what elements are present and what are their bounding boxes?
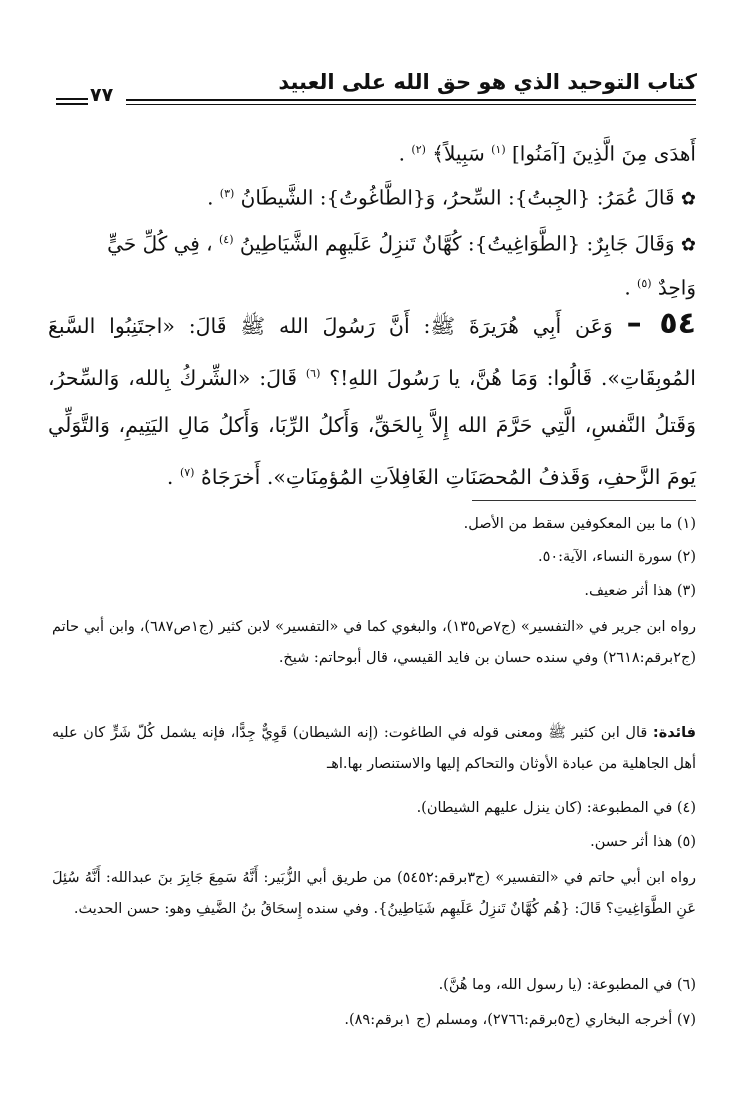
footnote-4: (٤) في المطبوعة: (كان ينزل عليهم الشيطان). [416, 800, 696, 816]
footnote-ref: (٧) [179, 465, 195, 479]
page-number-rule-2 [56, 103, 88, 105]
jabir-saying [48, 218, 696, 268]
footnote-divider [472, 500, 696, 501]
footnote-ref: (٦) [305, 367, 321, 380]
hadith-number: ٥٤ – [626, 306, 696, 341]
umar-text: قَالَ عُمَرُ: {الجِبتُ}: السِّحرُ، وَ{الطَّاغُوتُ}: الشَّيطَانُ [240, 185, 675, 210]
footnote-3-detail: رواه ابن جرير في «التفسير» (ج٧ص١٣٥)، والبغوي كما في «التفسير» لابن كثير (ج١ص٦٨٧)، وابن أبي حاتم (ج٢برقم:٢٦١٨) وفي سنده حسان بن فايد القيسي، قال أبوحاتم: شيخ. [52, 619, 696, 666]
note-label: فائدة: [652, 725, 697, 741]
page-number-rule [56, 98, 88, 100]
footnote-3-note [52, 718, 696, 780]
jabir-text: وَقَالَ جَابِرٌ: {الطَّوَاغِيتُ}: كُهَّانٌ تَنزِلُ عَلَيهِم الشَّيَاطِينُ [239, 231, 675, 256]
footnote-1: (١) ما بين المعكوفين سقط من الأصل. [463, 516, 696, 532]
page-number: ٧٧ [90, 84, 114, 106]
header-rule [126, 99, 696, 101]
note-text: قال ابن كثير ﷺ ومعنى قوله في الطاغوت: (إنه الشيطان) قَوِيٌّ جِدًّا، فإنه يشمل كُلّ شَرٍّ كان عليه أهل الجاهلية من عبادة الأوثان والتحاكم إليها والاستنصار بها.اهـ [52, 725, 696, 772]
footnote-2: (٢) سورة النساء، الآية:٥٠. [537, 549, 696, 565]
footnote-ref: (٣) [219, 187, 235, 200]
flower-ornament-icon: ✿ [680, 188, 696, 210]
footnote-ref: (٤) [219, 233, 234, 246]
footnote-ref: (٢) [411, 143, 426, 156]
hadith-text: وَعَن أَبِي هُرَيرَةَ ﷺ: أَنَّ رَسُولَ الله ﷺ قَالَ: «اجتَنِبُوا السَّبعَ المُوبِقَاتِ». قَالُوا: وَمَا هُنَّ، يا رَسُولَ اللهِ!؟ [48, 314, 696, 390]
verse-text-tail: سَبِيلاً﴾ [432, 141, 485, 166]
hadith-end: . [166, 464, 174, 489]
footnote-ref: (١) [491, 143, 506, 156]
jabir-text-cont: ، فِي كُلِّ حَيٍّ [107, 231, 213, 256]
footnote-ref: (٥) [637, 277, 652, 290]
footnote-3: (٣) هذا أثر ضعيف. [584, 583, 696, 599]
footnote-7: (٧) أخرجه البخاري (ج٥برقم:٢٧٦٦)، ومسلم (ج ١برقم:٨٩). [344, 1012, 696, 1028]
footnote-5-detail: رواه ابن أبي حاتم في «التفسير» (ج٣برقم:٥٤٥٢) من طريق أبي الزُّبَير: أَنَّهُ سَمِعَ جَابِرَ بنَ عبدالله: أَنَّهُ سُئِلَ عَنِ الطَّوَاغِيتِ؟ قَالَ: {هُم كُهَّانٌ تَنزِلُ عَلَيهِم شَيَاطِينُ}. وفي سنده إِسحَاقُ بنُ الضَّيفِ وهو: حسن الحديث. [52, 870, 696, 917]
footnote-6: (٦) في المطبوعة: (يا رسول الله، وما هُنَّ). [438, 977, 696, 993]
verse-end: . [398, 141, 406, 166]
verse-text: أَهدَى مِنَ الَّذِينَ [آمَنُوا] [511, 141, 696, 166]
hadith-54 [48, 300, 696, 501]
umar-saying: ✿ قَالَ عُمَرُ: {الجِبتُ}: السِّحرُ، وَ{الطَّاغُوتُ}: الشَّيطَانُ $^{(٣)}$ . [207, 185, 696, 210]
jabir-saying-line2: وَاحِدٌ $^{(٥)}$ . [624, 275, 696, 300]
flower-ornament-icon: ✿ [680, 234, 696, 256]
hadith-text-2: قَالَ: «الشِّركُ بِالله، وَالسِّحرُ، وَقَتلُ النَّفسِ، الَّتِي حَرَّمَ الله إِلاَّ بِالحَقِّ، وَأَكلُ الرِّبَا، وَأَكلُ مَالِ اليَتِيمِ، وَالتَّوَلِّي يَومَ الزَّحفِ، وَقَذفُ المُحصَنَاتِ الغَافِلاَتِ المُؤمِنَاتِ». أَخرَجَاهُ [48, 365, 696, 489]
verse-line [48, 128, 696, 176]
header-rule-thin [126, 104, 696, 105]
footnote-5: (٥) هذا أثر حسن. [590, 834, 696, 850]
running-header-title: كتاب التوحيد الذي هو حق الله على العبيد [278, 70, 697, 94]
jabir-text-line2: وَاحِدٌ [657, 275, 696, 300]
